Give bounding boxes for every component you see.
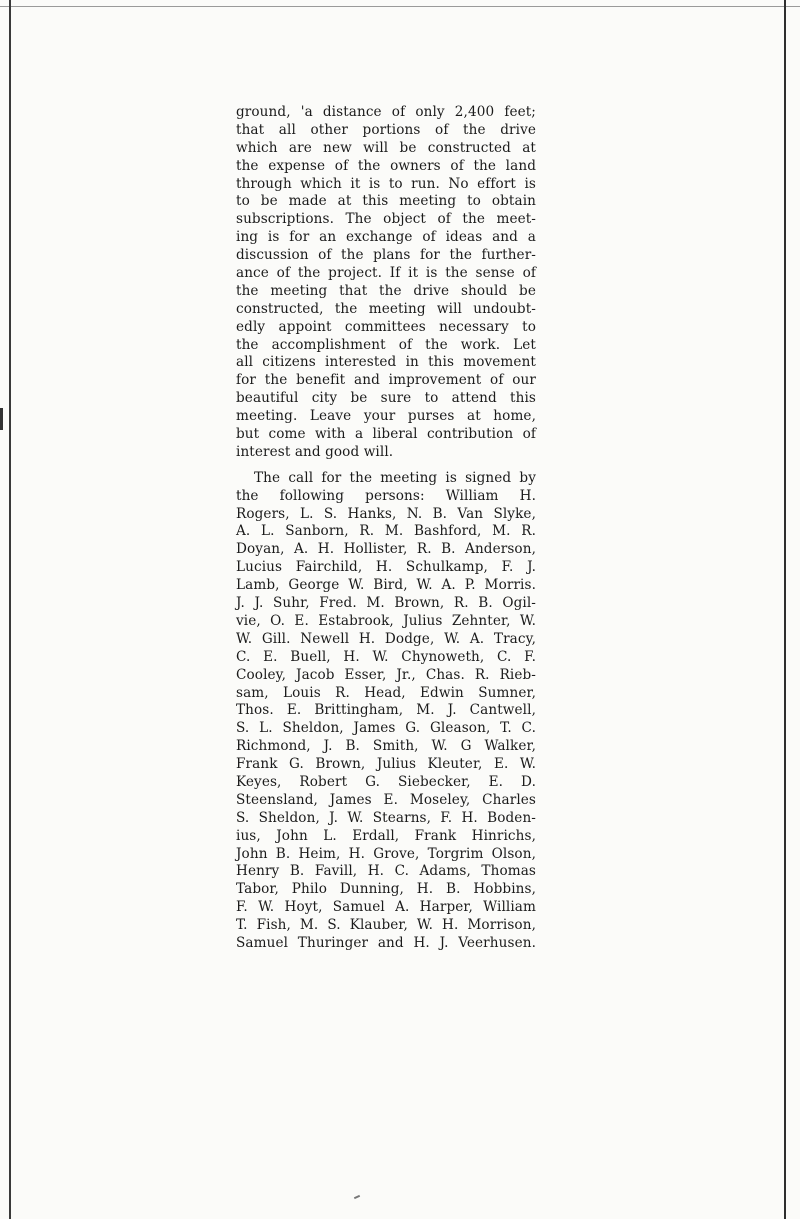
text-line: The call for the meeting is signed by <box>254 469 536 486</box>
text-line: ground, 'a distance of only 2,400 feet; <box>236 104 536 120</box>
text-line: Rogers, L. S. Hanks, N. B. Van Slyke, <box>236 505 536 522</box>
newspaper-column <box>236 104 536 953</box>
text-line: the expense of the owners of the land <box>236 157 536 174</box>
text-line: beautiful city be sure to attend this <box>236 390 536 407</box>
text-line: meeting. Leave your purses at home, <box>236 408 536 425</box>
text-line: ance of the project. If it is the sense of <box>236 265 536 282</box>
margin-mark <box>0 408 3 430</box>
text-line: John B. Heim, H. Grove, Torgrim Olson, <box>236 845 536 862</box>
text-line: but come with a liberal contribution of <box>236 426 536 443</box>
text-line: S. Sheldon, J. W. Stearns, F. H. Boden- <box>236 809 536 826</box>
text-line: Lucius Fairchild, H. Schulkamp, F. J. <box>236 559 536 576</box>
text-line: Henry B. Favill, H. C. Adams, Thomas <box>236 863 536 880</box>
text-line: the accomplishment of the work. Let <box>236 336 536 353</box>
text-line: edly appoint committees necessary to <box>236 318 536 335</box>
text-line: S. L. Sheldon, James G. Gleason, T. C. <box>236 720 536 737</box>
text-line: Richmond, J. B. Smith, W. G Walker, <box>236 738 536 755</box>
paragraph-signers <box>236 470 536 953</box>
stray-mark <box>354 1195 360 1199</box>
text-line: Tabor, Philo Dunning, H. B. Hobbins, <box>236 881 536 898</box>
text-line: ius, John L. Erdall, Frank Hinrichs, <box>236 827 536 844</box>
page-left-edge <box>9 0 11 1219</box>
text-line: T. Fish, M. S. Klauber, W. H. Morrison, <box>236 917 536 934</box>
text-line: Cooley, Jacob Esser, Jr., Chas. R. Rieb- <box>236 666 536 683</box>
text-line: ing is for an exchange of ideas and a <box>236 229 536 246</box>
text-line: Keyes, Robert G. Siebecker, E. D. <box>236 773 536 790</box>
text-line: through which it is to run. No effort is <box>236 175 536 192</box>
text-line: all citizens interested in this movement <box>236 354 536 371</box>
text-line: which are new will be constructed at <box>236 139 536 156</box>
page-right-edge <box>784 0 786 1219</box>
text-line: Lamb, George W. Bird, W. A. P. Morris. <box>236 577 536 594</box>
text-line: A. L. Sanborn, R. M. Bashford, M. R. <box>236 523 536 540</box>
text-line: Steensland, James E. Moseley, Charles <box>236 791 536 808</box>
text-line: interest and good will. <box>236 443 394 460</box>
text-line: Frank G. Brown, Julius Kleuter, E. W. <box>236 756 536 773</box>
text-line: Doyan, A. H. Hollister, R. B. Anderson, <box>236 541 536 558</box>
text-line: for the benefit and improvement of our <box>236 372 536 389</box>
page-top-edge <box>0 6 800 7</box>
text-line: C. E. Buell, H. W. Chynoweth, C. F. <box>236 648 536 665</box>
text-line: Thos. E. Brittingham, M. J. Cantwell, <box>236 702 536 719</box>
text-line: discussion of the plans for the further- <box>236 247 536 264</box>
text-line: W. Gill. Newell H. Dodge, W. A. Tracy, <box>236 630 536 647</box>
text-line: the following persons: William H. <box>236 487 536 504</box>
text-line: sam, Louis R. Head, Edwin Sumner, <box>236 684 536 701</box>
text-line: Samuel Thuringer and H. J. Veerhusen. <box>236 934 536 951</box>
paragraph-meeting-details <box>236 104 536 462</box>
text-line: the meeting that the drive should be <box>236 282 536 299</box>
text-line: vie, O. E. Estabrook, Julius Zehnter, W. <box>236 612 536 629</box>
text-line: J. J. Suhr, Fred. M. Brown, R. B. Ogil- <box>236 595 536 612</box>
text-line: subscriptions. The object of the meet- <box>236 211 536 228</box>
text-line: constructed, the meeting will undoubt- <box>236 300 536 317</box>
text-line: to be made at this meeting to obtain <box>236 193 536 210</box>
paragraph-gap <box>236 462 536 470</box>
text-line: F. W. Hoyt, Samuel A. Harper, William <box>236 899 536 916</box>
text-line: that all other portions of the drive <box>236 121 536 138</box>
